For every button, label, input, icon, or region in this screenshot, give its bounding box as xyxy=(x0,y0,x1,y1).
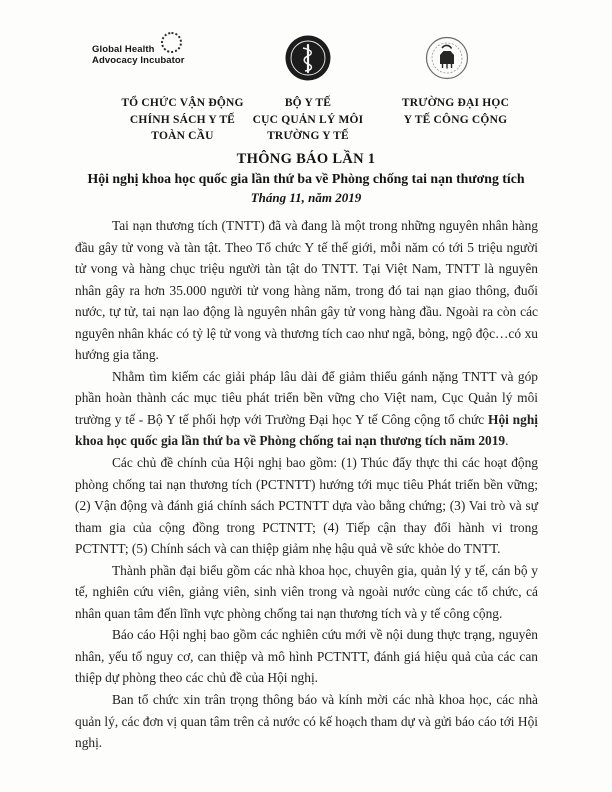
paragraph-invitation: Ban tổ chức xin trân trọng thông báo và kính mời các nhà khoa học, các nhà quản lý, các đơn vị quan tâm trên cả nước có kế hoạch tham dự và gửi báo cáo tới Hội nghị. xyxy=(75,692,538,751)
conference-name-bold: Hội nghị khoa học quốc gia lần thứ ba về Phòng chống tai nạn thương tích năm 2019 xyxy=(75,411,538,449)
document-body xyxy=(75,215,538,754)
org-name-huph: TRƯỜNG ĐẠI HỌC Y TẾ CÔNG CỘNG xyxy=(401,97,510,126)
ghai-logo xyxy=(92,44,212,66)
paragraph-announcement: Nhằm tìm kiếm các giải pháp lâu dài để giảm thiểu gánh nặng TNTT và góp phần hoàn thành các mục tiêu phát triển bền vững cho Việt nam, Cục Quản lý môi trường y tế - Bộ Y tế phối hợp với Trường Đại học Y tế Công cộng tổ chức Hội nghị khoa học quốc gia lần thứ ba về Phòng chống tai nạn thương tích năm 2019. xyxy=(75,368,538,449)
conference-date: Tháng 11, năm 2019 xyxy=(250,190,362,205)
title-block xyxy=(38,150,574,207)
org-name-moh: BỘ Y TẾ CỤC QUẢN LÝ MÔI TRƯỜNG Y TẾ xyxy=(252,97,364,142)
paragraph-participants: Thành phần đại biểu gồm các nhà khoa học, chuyên gia, quản lý y tế, cán bộ y tế, nghiên cứu viên, giảng viên, sinh viên trong và ngoài nước cùng các tổ chức, cá nhân quan tâm đến lĩnh vực phòng chống tai nạn thương tích và y tế công cộng. xyxy=(75,562,538,621)
paragraph-background: Tai nạn thương tích (TNTT) đã và đang là một trong những nguyên nhân hàng đầu gây tử vong và tàn tật. Theo Tổ chức Y tế thế giới, mỗi năm có tới 5 triệu người tử vong và hàng chục triệu người tàn tật do TNTT. Tại Việt Nam, TNTT là nguyên nhân gây ra hơn 35.000 người tử vong hàng năm, trong đó tai nạn giao thông, đuối nước, tự tử, tai nạn lao động là nguyên nhân gây tử vong hàng đầu. Ngoài ra còn các nguyên nhân khác có tỷ lệ tử vong và thương tích cao như ngã, bỏng, ngộ độc…có xu hướng gia tăng. xyxy=(75,218,538,363)
ghai-logo-text xyxy=(92,44,212,66)
ghai-logo-line2: Advocacy Incubator xyxy=(92,55,185,66)
paragraph-topics: Các chủ đề chính của Hội nghị bao gồm: (1) Thúc đẩy thực thi các hoạt động phòng chống tai nạn thương tích (PCTNTT) hướng tới mục tiêu Phát triển bền vững; (2) Vận động và đánh giá chính sách PCTNTT dựa vào bằng chứng; (3) Vai trò và sự tham gia của cộng đồng trong PCTNTT; (4) Tiếp cận thay đổi hành vi trong PCTNTT; (5) Chính sách và can thiệp giảm nhẹ hậu quả về sức khỏe do TNTT. xyxy=(75,455,538,557)
org-name-ghai: TỔ CHỨC VẬN ĐỘNG CHÍNH SÁCH Y TẾ TOÀN CẦU xyxy=(121,97,244,142)
university-of-public-health-emblem-icon xyxy=(425,36,469,85)
ghai-dotted-circle-icon xyxy=(161,32,182,53)
ghai-logo-line1: Global Health xyxy=(92,44,155,55)
announcement-title: THÔNG BÁO LẦN 1 xyxy=(236,151,376,167)
ministry-of-health-emblem-icon xyxy=(284,32,332,87)
conference-title: Hội nghị khoa học quốc gia lần thứ ba về Phòng chống tai nạn thương tích xyxy=(87,171,525,186)
logo-row xyxy=(0,30,612,90)
paragraph-reports: Báo cáo Hội nghị bao gồm các nghiên cứu mới về nội dung thực trạng, nguyên nhân, yếu tố nguy cơ, can thiệp và mô hình PCTNTT, đánh giá hiệu quả của các can thiệp dự phòng theo các chủ đề của Hội nghị. xyxy=(75,627,538,686)
